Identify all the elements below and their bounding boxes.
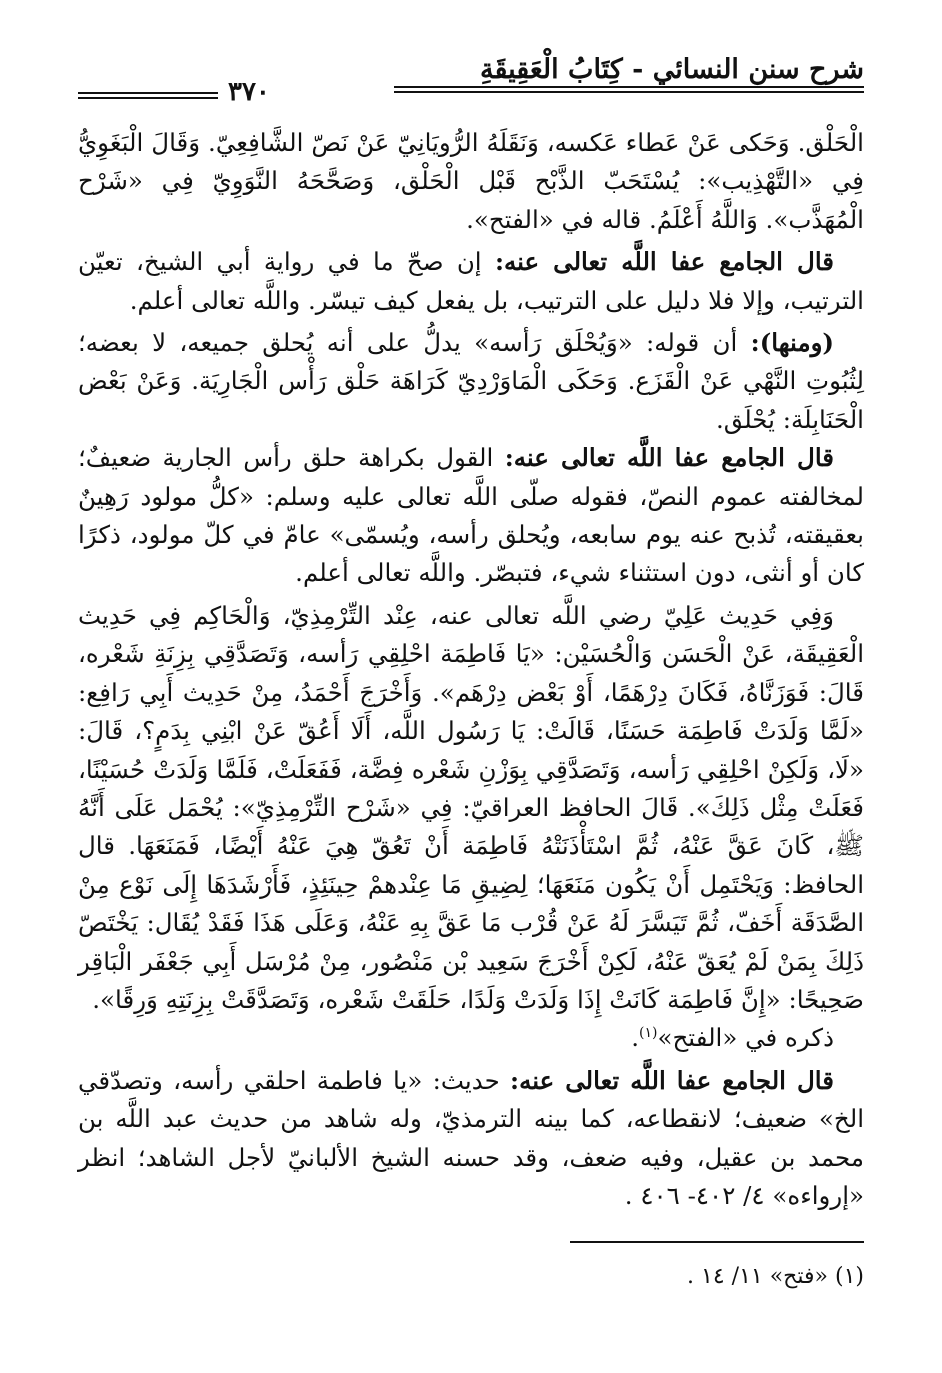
paragraph-2-text: إن صحّ ما في رواية أبي الشيخ، تعيّن الترتيب، وإلا فلا دليل على الترتيب، بل يفعل كيف تيسّر. واللَّه تعالى أعلم. xyxy=(78,247,864,315)
minha-label: (ومنها): xyxy=(750,328,834,358)
main-text xyxy=(78,124,864,1215)
paragraph-7 xyxy=(78,1062,864,1216)
page-number-rule xyxy=(78,92,218,94)
paragraph-2 xyxy=(78,243,864,320)
footnote-reference[interactable]: (١) xyxy=(639,1025,658,1042)
paragraph-4-text: القول بكراهة حلق رأس الجارية ضعيفٌ؛ لمخالفته عموم النصّ، فقوله صلّى اللَّه تعالى عليه وسلم: «كلُّ مولود رَهِينٌ بعقيقته، تُذبح عنه يوم سابعه، ويُحلق رأسه، ويُسمّى» عامّ في كلّ مولود، ذكرًا كان أو أنثى، دون استثناء شيء، فتبصّر. واللَّه تعالى أعلم. xyxy=(78,443,864,588)
paragraph-5: وَفِي حَدِيث عَلِيّ رضي اللَّه تعالى عنه، عِنْد التِّرْمِذِيّ، وَالْحَاكِم فِي حَدِيث الْعَقِيقَة، عَنْ الْحَسَن وَالْحُسَيْن: «يَا فَاطِمَة احْلِقِي رَأسه، وَتَصَدَّقِي بِزِنَةِ شَعْره، قَالَ: فَوَزَنَّاهُ، فَكَانَ دِرْهَمًا، أَوْ بَعْض دِرْهَم». وَأَخْرَجَ أَحْمَدُ، مِنْ حَدِيث أَبِي رَافِع: «لَمَّا وَلَدَتْ فَاطِمَة حَسَنًا، قَالَتْ: يَا رَسُول اللَّه، أَلَا أَعُقّ عَنْ ابْنِي بِدَمٍ؟، قَالَ: «لَا، وَلَكِنْ احْلِقِي رَأسه، وَتَصَدَّقِي بِوَزْنِ شَعْره فِضَّة، فَفَعَلَتْ، فَلَمَّا وَلَدَتْ حُسَيْنًا، فَعَلَتْ مِثْل ذَلِكَ». قَالَ الحافظ العراقيّ: فِي «شَرْح التِّرْمِذِيّ»: يُحْمَل عَلَى أَنَّهُ ﷺ، كَانَ عَقَّ عَنْهُ، ثُمَّ اسْتَأْذَنَتْهُ فَاطِمَة أَنْ تَعُقّ هِيَ عَنْهُ أَيْضًا، فَمَنَعَهَا. قال الحافظ: وَيَحْتَمِل أَنْ يَكُون مَنَعَهَا؛ لِضِيقِ مَا عِنْدهمْ حِينَئِذٍ، فَأَرْشَدَهَا إِلَى نَوْع مِنْ الصَّدَقَة أَخَفّ، ثُمَّ تَيَسَّرَ لَهُ عَنْ قُرْب مَا عَقَّ بِهِ عَنْهُ، وَعَلَى هَذَا فَقَدْ يُقَال: يَخْتَصّ ذَلِكَ بِمَنْ لَمْ يُعَقّ عَنْهُ، لَكِنْ أَخْرَجَ سَعِيد بْن مَنْصُور، مِنْ مُرْسَل أَبِي جَعْفَر الْبَاقِر صَحِيحًا: «إِنَّ فَاطِمَة كَانَتْ إِذَا وَلَدَتْ وَلَدًا، حَلَقَتْ شَعْره، وَتَصَدَّقَتْ بِزِنَتِهِ وَرِقًا». xyxy=(78,600,864,1014)
paragraph-3 xyxy=(78,324,864,439)
footnote: (١) «فتح» ١١/ ١٤ . xyxy=(687,1264,864,1289)
title-underline xyxy=(394,86,864,88)
running-title: شرح سنن النسائي - كِتَابُ الْعَقِيقَةِ xyxy=(479,54,864,85)
jami-label: قال الجامع عفا اللَّه تعالى عنه: xyxy=(494,247,834,277)
paragraph-3-text: أن قوله: «وَيُحْلَق رَأسه» يدلُّ على أنه يُحلق جميعه، لا بعضه؛ لِثُبُوتِ النَّهْي عَنْ الْقَزَع. وَحَكَى الْمَاوَرْدِيّ كَرَاهَة حَلْق رَأْس الْجَارِيَة. وَعَنْ بَعْض الْحَنَابِلَة: يُحْلَق. xyxy=(78,328,864,434)
page-header xyxy=(78,55,864,115)
title-underline-second xyxy=(394,91,864,93)
paragraph-6-end: . xyxy=(631,1023,640,1053)
paragraph-6 xyxy=(78,1019,864,1057)
footnote-separator xyxy=(570,1241,864,1243)
paragraph-4 xyxy=(78,439,864,593)
paragraph-7-text: حديث: «يا فاطمة احلقي رأسه، وتصدّقي الخ» ضعيف؛ لانقطاعه، كما بينه الترمذيّ، وله شاهد من حديث عبد اللَّه بن محمد بن عقيل، وفيه ضعف، وقد حسنه الشيخ الألبانيّ لأجل الشاهد؛ انظر «إرواءه» ٤/ ٤٠٢- ٤٠٦ . xyxy=(78,1065,864,1210)
page-number: ٣٧٠ xyxy=(228,77,270,107)
jami-label: قال الجامع عفا اللَّه تعالى عنه: xyxy=(504,443,834,473)
page-number-rule-second xyxy=(78,97,218,99)
paragraph-1: الْحَلْق. وَحَكى عَنْ عَطاء عَكسه، وَنَقَلَهُ الرُّويَانِيّ عَنْ نَصّ الشَّافِعِيّ. وَقَالَ الْبَغَوِيُّ فِي «التَّهْذِيب»: يُسْتَحَبّ الذَّبْح قَبْل الْحَلْق، وَصَحَّحَهُ النَّوَوِيّ فِي «شَرْح الْمُهَذَّب». وَاللَّهُ أَعْلَمُ. قاله في «الفتح». xyxy=(78,128,864,234)
paragraph-6-text: ذكره في «الفتح» xyxy=(657,1023,834,1053)
jami-label: قال الجامع عفا اللَّه تعالى عنه: xyxy=(510,1065,834,1095)
